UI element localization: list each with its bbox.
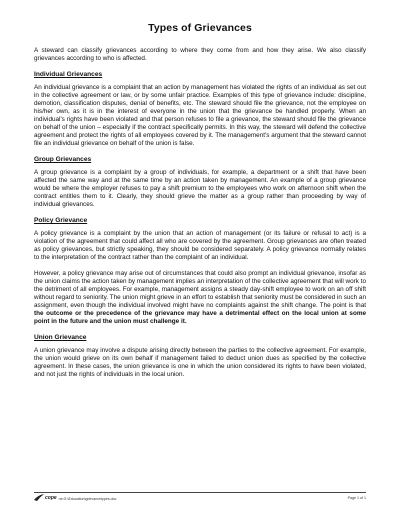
document-body [34,22,366,387]
policy-paragraph-2-emphasis: the outcome or the precedence of the grievance may have a detrimental effect on the local union at some point in the future and the union must challenge it. [34,310,366,326]
footer-file-path: ne:G:\Education\grievancetypes.doc [58,497,117,501]
section-heading-policy: Policy Grievance [34,216,88,224]
group-paragraph: A group grievance is a complaint by a group of individuals, for example, a department or a shift that have been affected the same way and at the same time by an action taken by management. An example of a group grievance would be where the employer refuses to pay a shift premium to the employees who work on afternoon shift when the contract entitles them to it. Clearly, they should grieve the matter as a group rather than proceeding by way of individual grievances. [34,168,366,209]
section-heading-individual: Individual Grievances [34,70,103,78]
logo-text: cope [45,495,57,501]
policy-paragraph-2-text: However, a policy grievance may arise out of circumstances that could also prompt an individual grievance, insofar as the union claims the action taken by management implies an interpretation of the collective agreement that will work to the detriment of all employees. For example, management assigns a steady day-shift employee to work on an off shift without regard to seniority. The union might grieve in an effort to establish that seniority must be considered in such an assignment, even though the individual involved might have no complaints against the shift change. The point is that [34,269,366,310]
page-footer [34,492,366,501]
policy-paragraph-2 [34,270,366,327]
section-heading-union: Union Grievance [34,333,87,341]
policy-paragraph-1: A policy grievance is a complaint by the union that an action of management (or its failure or refusal to act) is a violation of the agreement that could affect all who are covered by the agreement. Group grievances are often treated as policy grievances, but strictly speaking, they should be considered separately. A policy grievance normally relates to the interpretation of the contract rather than the complaint of an individual. [34,229,366,262]
individual-paragraph: An individual grievance is a complaint that an action by management has violated the rights of an individual as set out in the collective agreement or law, or by some unfair practice. Examples of this type of grievance include: discipline, demotion, classification disputes, denial of benefits, etc. The steward should file the grievance, not the employee on his/her own, as it is in the interest of everyone in the union that the grievance be handled properly. When an individual's rights have been violated and that person refuses to file a grievance, the steward should file the grievance on behalf of the union – especially if the contract specifically permits. In this way, the steward will defend the collective agreement and protect the rights of all employees covered by it. The management's argument that the steward cannot file an individual grievance on behalf of the union is false. [34,83,366,148]
section-heading-group: Group Grievances [34,155,92,163]
cope-logo [34,494,57,501]
cope-swoosh-icon [34,494,44,501]
footer-left [34,496,116,501]
intro-paragraph: A steward can classify grievances according to where they come from and how they arise. We also classify grievances according to who is affected. [34,47,366,63]
page-title: Types of Grievances [148,22,252,34]
footer-page-number: Page 1 of 1 [347,496,366,500]
union-paragraph: A union grievance may involve a dispute arising directly between the parties to the collective agreement. For example, the union would grieve on its own behalf if management failed to deduct union dues as specified by the collective agreement. In these cases, the union grievance is one in which the union considered its rights to have been violated, and not just the rights of individuals in the local union. [34,346,366,379]
